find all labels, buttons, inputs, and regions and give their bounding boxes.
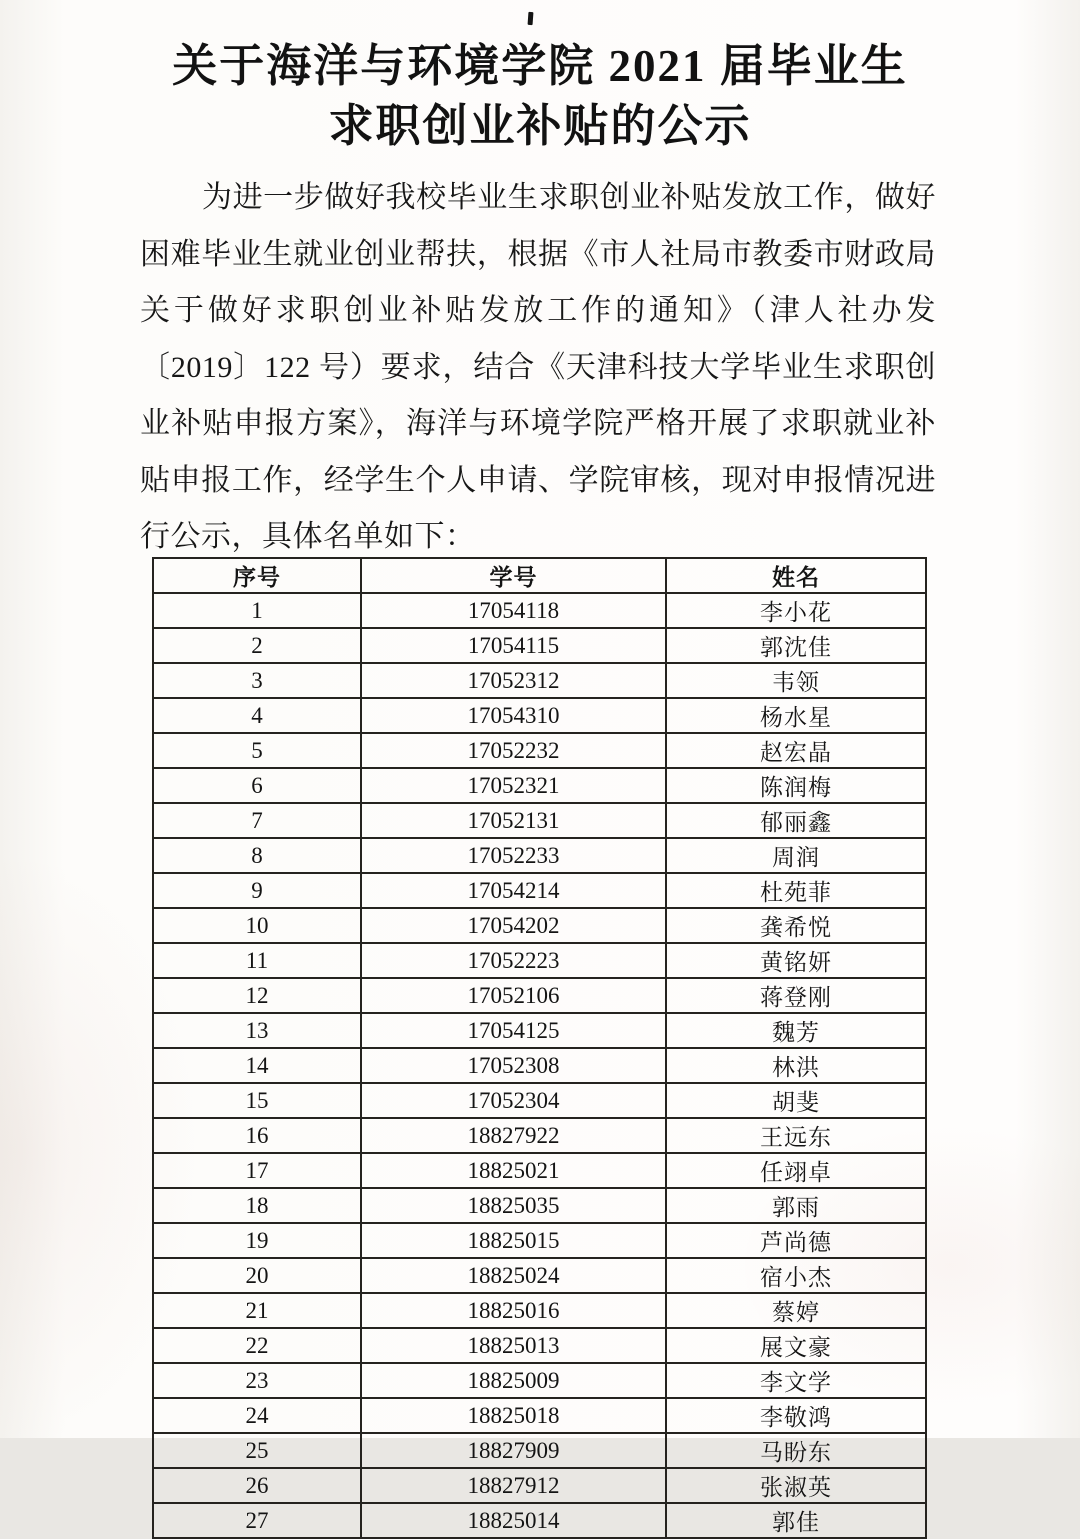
row-index: 25 [153, 1433, 361, 1468]
body-line: 困难毕业生就业创业帮扶，根据《市人社局市教委市财政局 [140, 237, 936, 271]
student-name-cell: 李文学 [666, 1363, 926, 1398]
student-name-cell: 杨水星 [666, 698, 926, 733]
table-row [153, 1293, 926, 1328]
row-index: 6 [153, 768, 361, 803]
student-id-cell: 17052223 [361, 943, 666, 978]
body-line: 业补贴申报方案》，海洋与环境学院严格开展了求职就业补 [140, 407, 936, 440]
student-name-cell: 胡斐 [666, 1083, 926, 1118]
row-index: 21 [153, 1293, 361, 1328]
student-id-cell: 18825035 [361, 1188, 666, 1223]
row-index: 10 [153, 908, 361, 943]
row-index: 12 [153, 978, 361, 1013]
student-id-cell: 17054202 [361, 908, 666, 943]
table-row [153, 733, 926, 768]
student-id-cell: 17052233 [361, 838, 666, 873]
body-line: 行公示，具体名单如下： [140, 520, 476, 553]
student-name-cell: 韦领 [666, 663, 926, 698]
row-index: 17 [153, 1153, 361, 1188]
student-id-cell: 17052106 [361, 978, 666, 1013]
body-line: 〔2019〕122 号）要求，结合《天津科技大学毕业生求职创 [140, 350, 936, 384]
student-id-cell: 17052312 [361, 663, 666, 698]
table-row [153, 593, 926, 628]
table-row [153, 1118, 926, 1153]
student-id-cell: 18825015 [361, 1223, 666, 1258]
table-row [153, 628, 926, 663]
row-index: 11 [153, 943, 361, 978]
table-row [153, 1083, 926, 1118]
table-row [153, 1398, 926, 1433]
student-name-cell: 周润 [666, 838, 926, 873]
row-index: 18 [153, 1188, 361, 1223]
row-index: 9 [153, 873, 361, 908]
student-id-cell: 17054115 [361, 628, 666, 663]
student-name-cell: 杜苑菲 [666, 873, 926, 908]
table-row [153, 1363, 926, 1398]
student-name-cell: 王远东 [666, 1118, 926, 1153]
student-name-cell: 郭雨 [666, 1188, 926, 1223]
student-name-cell: 蒋登刚 [666, 978, 926, 1013]
student-name-cell: 宿小杰 [666, 1258, 926, 1293]
row-index: 19 [153, 1223, 361, 1258]
table-row [153, 1048, 926, 1083]
row-index: 14 [153, 1048, 361, 1083]
student-name-cell: 任翊卓 [666, 1153, 926, 1188]
student-name-cell: 郭佳 [666, 1503, 926, 1538]
student-id-cell: 18825018 [361, 1398, 666, 1433]
student-name-cell: 芦尚德 [666, 1223, 926, 1258]
table-row [153, 1223, 926, 1258]
student-id-cell: 17054214 [361, 873, 666, 908]
row-index: 15 [153, 1083, 361, 1118]
row-index: 26 [153, 1468, 361, 1503]
student-name-cell: 郭沈佳 [666, 628, 926, 663]
document-title [0, 0, 1080, 156]
table-row [153, 1328, 926, 1363]
student-id-cell: 18827922 [361, 1118, 666, 1153]
student-name-cell: 林洪 [666, 1048, 926, 1083]
body-line: 关于做好求职创业补贴发放工作的通知》（津人社办发 [140, 294, 936, 327]
student-id-cell: 17052304 [361, 1083, 666, 1118]
student-id-cell: 17054310 [361, 698, 666, 733]
student-id-cell: 18825016 [361, 1293, 666, 1328]
student-id-cell: 18825009 [361, 1363, 666, 1398]
table-row [153, 1013, 926, 1048]
table-row [153, 698, 926, 733]
body-line: 贴申报工作，经学生个人申请、学院审核，现对申报情况进 [140, 463, 936, 497]
column-header-name: 姓名 [666, 558, 926, 593]
table-row [153, 1433, 926, 1468]
table-row [153, 978, 926, 1013]
student-id-cell: 18825013 [361, 1328, 666, 1363]
row-index: 2 [153, 628, 361, 663]
roster-table [152, 557, 927, 1539]
student-name-cell: 展文豪 [666, 1328, 926, 1363]
student-name-cell: 陈润梅 [666, 768, 926, 803]
table-row [153, 943, 926, 978]
student-name-cell: 蔡婷 [666, 1293, 926, 1328]
student-name-cell: 马盼东 [666, 1433, 926, 1468]
body-paragraph [140, 170, 936, 566]
column-header-student-id: 学号 [361, 558, 666, 593]
table-row [153, 1258, 926, 1293]
row-index: 22 [153, 1328, 361, 1363]
row-index: 7 [153, 803, 361, 838]
table-row [153, 768, 926, 803]
student-id-cell: 18827909 [361, 1433, 666, 1468]
row-index: 20 [153, 1258, 361, 1293]
student-id-cell: 17052308 [361, 1048, 666, 1083]
student-id-cell: 18827912 [361, 1468, 666, 1503]
student-name-cell: 龚希悦 [666, 908, 926, 943]
table-row [153, 873, 926, 908]
table-header-row [153, 558, 926, 593]
table-row [153, 1188, 926, 1223]
row-index: 16 [153, 1118, 361, 1153]
scan-artifact [528, 12, 534, 25]
row-index: 23 [153, 1363, 361, 1398]
student-name-cell: 张淑英 [666, 1468, 926, 1503]
row-index: 27 [153, 1503, 361, 1538]
row-index: 3 [153, 663, 361, 698]
student-id-cell: 18825021 [361, 1153, 666, 1188]
student-id-cell: 17052232 [361, 733, 666, 768]
student-name-cell: 黄铭妍 [666, 943, 926, 978]
table-row [153, 1503, 926, 1538]
student-id-cell: 17052131 [361, 803, 666, 838]
student-id-cell: 18825014 [361, 1503, 666, 1538]
row-index: 4 [153, 698, 361, 733]
title-line-1: 关于海洋与环境学院 2021 届毕业生 [172, 41, 908, 91]
student-id-cell: 17052321 [361, 768, 666, 803]
table-row [153, 1468, 926, 1503]
row-index: 8 [153, 838, 361, 873]
body-line: 为进一步做好我校毕业生求职创业补贴发放工作，做好 [202, 181, 936, 214]
student-name-cell: 赵宏晶 [666, 733, 926, 768]
student-name-cell: 李敬鸿 [666, 1398, 926, 1433]
table-row [153, 803, 926, 838]
student-name-cell: 郁丽鑫 [666, 803, 926, 838]
column-header-index: 序号 [153, 558, 361, 593]
row-index: 5 [153, 733, 361, 768]
student-id-cell: 18825024 [361, 1258, 666, 1293]
row-index: 24 [153, 1398, 361, 1433]
row-index: 1 [153, 593, 361, 628]
table-row [153, 663, 926, 698]
student-name-cell: 魏芳 [666, 1013, 926, 1048]
table-row [153, 908, 926, 943]
student-name-cell: 李小花 [666, 593, 926, 628]
table-row [153, 838, 926, 873]
title-line-2: 求职创业补贴的公示 [328, 101, 752, 151]
student-id-cell: 17054118 [361, 593, 666, 628]
table-row [153, 1153, 926, 1188]
row-index: 13 [153, 1013, 361, 1048]
student-id-cell: 17054125 [361, 1013, 666, 1048]
